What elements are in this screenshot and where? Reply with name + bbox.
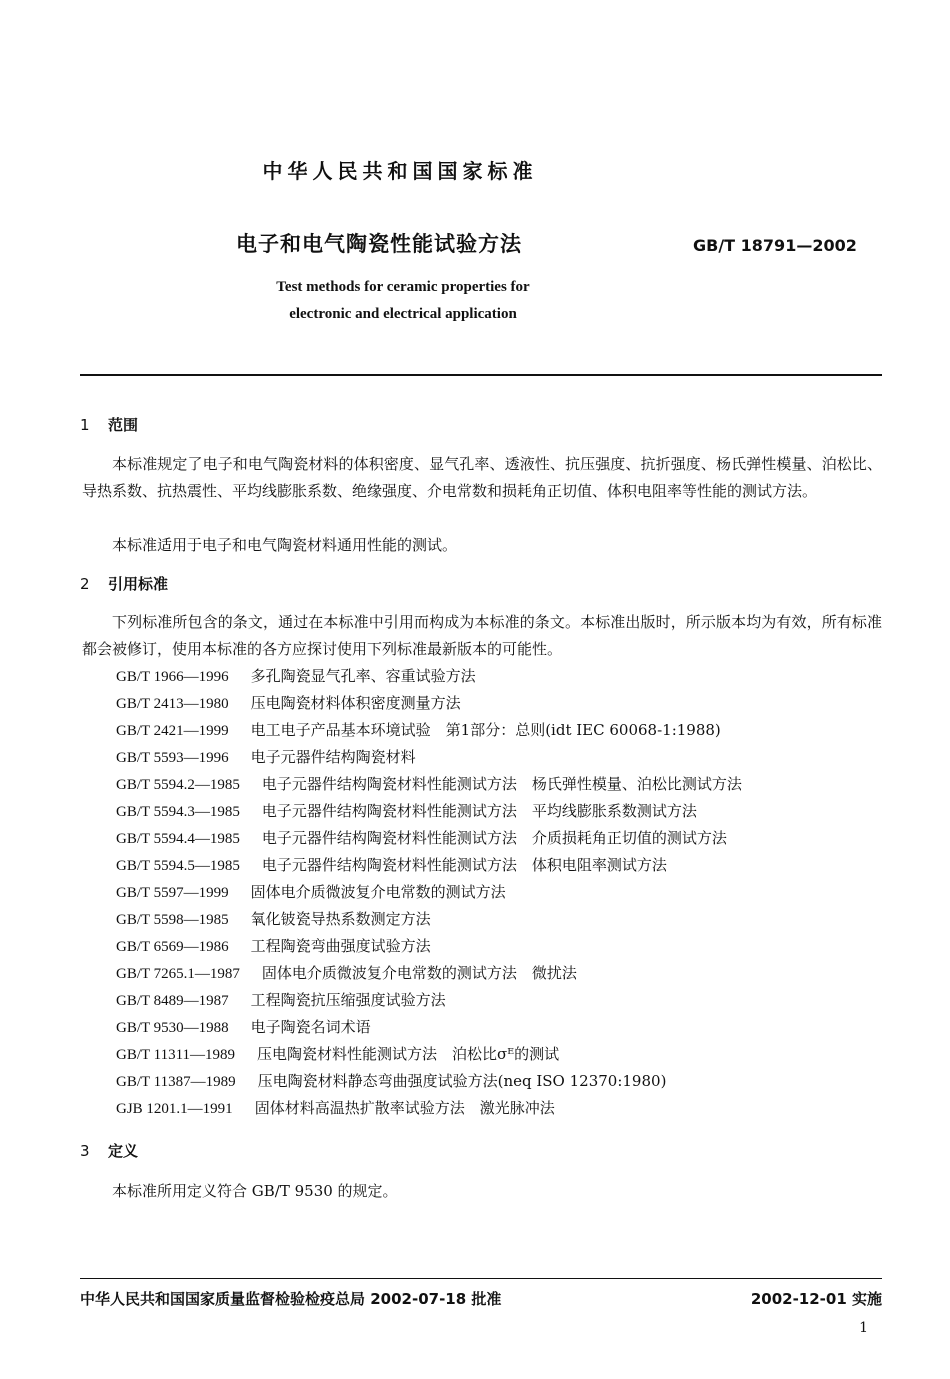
section-title: 定义 — [108, 1142, 139, 1160]
reference-title: 固体材料高温热扩散率试验方法 激光脉冲法 — [254, 1099, 555, 1117]
reference-code: GB/T 2421—1999 — [116, 723, 229, 739]
reference-item — [116, 771, 742, 798]
definitions-paragraph: 本标准所用定义符合 GB/T 9530 的规定。 — [112, 1182, 398, 1200]
section-heading-references — [80, 573, 168, 594]
reference-title: 多孔陶瓷显气孔率、容重试验方法 — [250, 667, 476, 685]
reference-title: 固体电介质微波复介电常数的测试方法 — [250, 883, 506, 901]
reference-title: 电子元器件结构陶瓷材料 — [250, 748, 416, 766]
reference-code: GB/T 5594.3—1985 — [116, 804, 240, 820]
reference-title: 压电陶瓷材料体积密度测量方法 — [250, 694, 461, 712]
reference-code: GB/T 5594.5—1985 — [116, 858, 240, 874]
implementation-date: 2002-12-01 实施 — [750, 1290, 882, 1308]
reference-code: GB/T 6569—1986 — [116, 939, 229, 955]
reference-item — [116, 663, 742, 690]
reference-code: GB/T 11311—1989 — [116, 1047, 236, 1063]
reference-title: 工程陶瓷抗压缩强度试验方法 — [250, 991, 446, 1009]
reference-title: 工程陶瓷弯曲强度试验方法 — [250, 937, 431, 955]
standard-title-cn: 电子和电气陶瓷性能试验方法 — [236, 232, 522, 256]
approval-note: 中华人民共和国国家质量监督检验检疫总局 2002-07-18 批准 — [80, 1290, 502, 1308]
reference-code: GB/T 5597—1999 — [116, 885, 229, 901]
reference-code: GB/T 1966—1996 — [116, 669, 229, 685]
reference-title: 固体电介质微波复介电常数的测试方法 微扰法 — [261, 964, 577, 982]
section-number: 2 — [80, 575, 90, 593]
section-number: 1 — [80, 416, 90, 434]
section-title: 范围 — [108, 416, 139, 434]
reference-title: 电子元器件结构陶瓷材料性能测试方法 杨氏弹性模量、泊松比测试方法 — [261, 775, 742, 793]
section-number: 3 — [80, 1142, 90, 1160]
reference-code: GB/T 9530—1988 — [116, 1020, 229, 1036]
reference-item — [116, 717, 742, 744]
reference-code: GB/T 2413—1980 — [116, 696, 229, 712]
reference-item — [116, 744, 742, 771]
reference-item — [116, 960, 742, 987]
header-divider — [80, 374, 882, 376]
reference-code: GB/T 5593—1996 — [116, 750, 229, 766]
reference-title: 压电陶瓷材料性能测试方法 泊松比σᴱ的测试 — [257, 1045, 560, 1063]
reference-item — [116, 852, 742, 879]
standard-title-en-line2: electronic and electrical application — [289, 306, 517, 322]
reference-item — [116, 1014, 742, 1041]
references-intro: 下列标准所包含的条文，通过在本标准中引用而构成为本标准的条文。本标准出版时，所示版本均为有效，所有标准都会被修订，使用本标准的各方应探讨使用下列标准最新版本的可能性。 — [82, 613, 882, 658]
reference-code: GB/T 5594.2—1985 — [116, 777, 240, 793]
reference-item — [116, 987, 742, 1014]
reference-item — [116, 933, 742, 960]
section-title: 引用标准 — [108, 575, 169, 593]
standard-title-en-line1: Test methods for ceramic properties for — [276, 279, 530, 295]
reference-code: GJB 1201.1—1991 — [116, 1101, 233, 1117]
reference-code: GB/T 7265.1—1987 — [116, 966, 240, 982]
reference-item — [116, 690, 742, 717]
scope-paragraph-1: 本标准规定了电子和电气陶瓷材料的体积密度、显气孔率、透液性、抗压强度、抗折强度、杨氏弹性模量、泊松比、导热系数、抗热震性、平均线膨胀系数、绝缘强度、介电常数和损耗角正切值、体积电阻率等性能的测试方法。 — [82, 455, 882, 500]
national-standard-heading: 中华人民共和国国家标准 — [262, 159, 538, 183]
reference-code: GB/T 11387—1989 — [116, 1074, 236, 1090]
reference-title: 电工电子产品基本环境试验 第1部分：总则(idt IEC 60068-1:1988) — [250, 721, 721, 739]
reference-title: 电子元器件结构陶瓷材料性能测试方法 体积电阻率测试方法 — [261, 856, 667, 874]
footer-divider — [80, 1278, 882, 1279]
reference-title: 电子元器件结构陶瓷材料性能测试方法 平均线膨胀系数测试方法 — [261, 802, 697, 820]
reference-item — [116, 1095, 742, 1122]
reference-item — [116, 906, 742, 933]
reference-code: GB/T 5594.4—1985 — [116, 831, 240, 847]
reference-item — [116, 1041, 742, 1068]
reference-item — [116, 1068, 742, 1095]
page-number: 1 — [859, 1320, 868, 1336]
reference-item — [116, 879, 742, 906]
section-heading-definitions — [80, 1140, 138, 1161]
reference-title: 氧化铍瓷导热系数测定方法 — [250, 910, 431, 928]
standard-number: GB/T 18791—2002 — [693, 236, 857, 255]
scope-paragraph-2: 本标准适用于电子和电气陶瓷材料通用性能的测试。 — [112, 536, 458, 554]
reference-item — [116, 798, 742, 825]
reference-title: 电子元器件结构陶瓷材料性能测试方法 介质损耗角正切值的测试方法 — [261, 829, 727, 847]
reference-code: GB/T 8489—1987 — [116, 993, 229, 1009]
reference-title: 压电陶瓷材料静态弯曲强度试验方法(neq ISO 12370:1980) — [257, 1072, 667, 1090]
reference-code: GB/T 5598—1985 — [116, 912, 229, 928]
reference-title: 电子陶瓷名词术语 — [250, 1018, 371, 1036]
section-heading-scope — [80, 414, 138, 435]
reference-item — [116, 825, 742, 852]
reference-list — [116, 663, 742, 1122]
